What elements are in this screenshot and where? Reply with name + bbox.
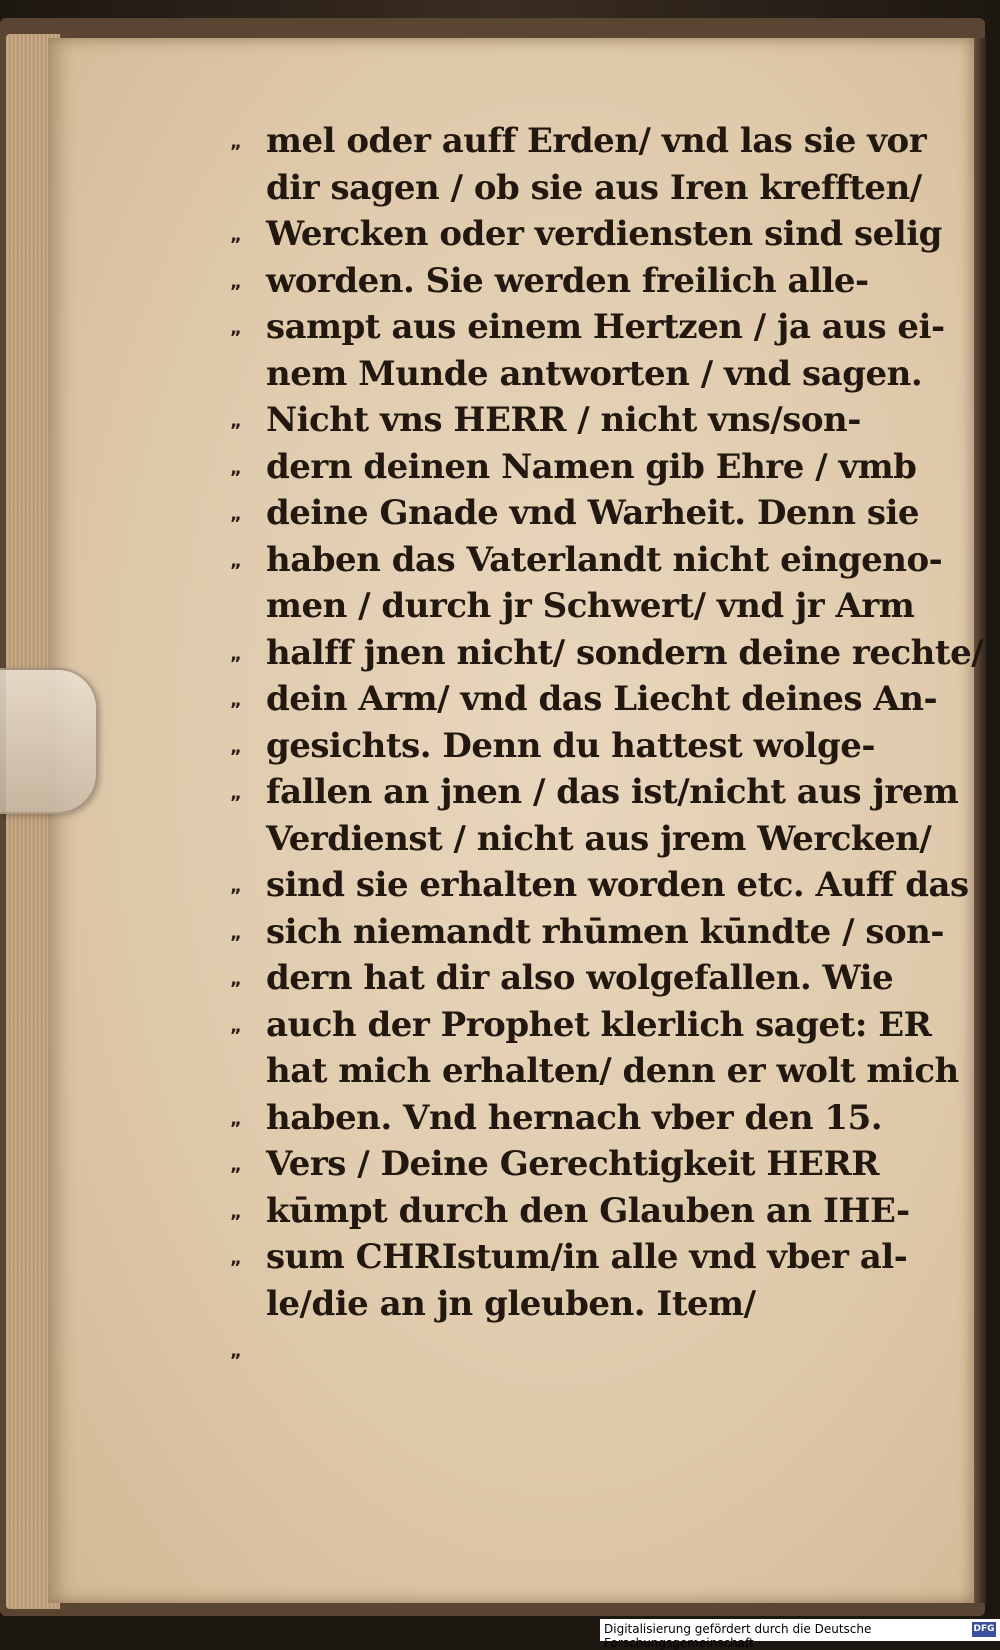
line-text: dern deinen Namen gib Ehre / vmb bbox=[266, 446, 917, 487]
text-line bbox=[230, 1234, 970, 1281]
citation-marker: „ bbox=[230, 876, 241, 897]
line-text: men / durch jr Schwert/ vnd jr Arm bbox=[266, 586, 915, 626]
text-line bbox=[230, 537, 970, 584]
line-text: haben das Vaterlandt nicht eingeno- bbox=[266, 539, 943, 580]
line-text: mel oder auff Erden/ vnd las sie vor bbox=[266, 121, 927, 161]
line-text: dir sagen / ob sie aus Iren krefften/ bbox=[266, 167, 922, 208]
citation-marker: „ bbox=[230, 783, 241, 804]
text-line bbox=[230, 1141, 970, 1188]
line-text: Wercken oder verdiensten sind selig bbox=[266, 214, 942, 254]
line-text: dein Arm/ vnd das Liecht deines An- bbox=[266, 679, 938, 719]
line-text: kūmpt durch den Glauben an IHE- bbox=[266, 1190, 910, 1231]
line-text: halff jnen nicht/ sondern deine rechte/ bbox=[266, 632, 984, 673]
line-text: Verdienst / nicht aus jrem Wercken/ bbox=[266, 818, 932, 859]
citation-marker: „ bbox=[230, 550, 241, 572]
text-line bbox=[230, 955, 970, 1002]
citation-marker: „ bbox=[230, 1248, 241, 1269]
citation-marker: „ bbox=[230, 318, 241, 339]
citation-marker: „ bbox=[230, 504, 241, 525]
line-text: sind sie erhalten worden etc. Auff das bbox=[266, 865, 969, 905]
citation-marker: „ bbox=[230, 969, 241, 990]
citation-marker: „ bbox=[230, 1108, 241, 1130]
line-text: nem Munde antworten / vnd sagen. bbox=[266, 353, 923, 394]
text-line bbox=[230, 1048, 970, 1095]
text-line bbox=[230, 1327, 970, 1374]
text-line bbox=[230, 1002, 970, 1049]
text-line bbox=[230, 769, 970, 816]
citation-marker: „ bbox=[230, 271, 241, 293]
text-line bbox=[230, 1095, 970, 1142]
citation-marker: „ bbox=[230, 1015, 241, 1037]
line-text: worden. Sie werden freilich alle- bbox=[266, 260, 869, 301]
line-text: dern hat dir also wolgefallen. Wie bbox=[266, 958, 894, 998]
text-line bbox=[230, 630, 984, 677]
text-line bbox=[230, 258, 970, 305]
page-clip bbox=[0, 668, 98, 814]
line-text: sich niemandt rhūmen kūndte / son- bbox=[266, 911, 944, 952]
text-line bbox=[230, 723, 970, 770]
text-line bbox=[230, 351, 970, 398]
line-text: Nicht vns HERR / nicht vns/son- bbox=[266, 400, 861, 440]
text-line bbox=[230, 490, 970, 537]
text-line bbox=[230, 816, 970, 863]
text-line bbox=[230, 583, 970, 630]
text-line bbox=[230, 1188, 970, 1235]
citation-marker: „ bbox=[230, 1155, 241, 1176]
citation-marker: „ bbox=[230, 643, 241, 665]
citation-marker: „ bbox=[230, 922, 241, 944]
footer-bar bbox=[600, 1619, 1000, 1650]
page-text bbox=[230, 118, 984, 1374]
text-line bbox=[230, 1281, 970, 1328]
line-text: gesichts. Denn du hattest wolge- bbox=[266, 725, 875, 766]
citation-marker: „ bbox=[230, 132, 241, 153]
line-text: Vers / Deine Gerechtigkeit HERR bbox=[266, 1144, 879, 1184]
text-line bbox=[230, 444, 970, 491]
line-text: sum CHRIstum/in alle vnd vber al- bbox=[266, 1237, 908, 1277]
line-text: le/die an jn gleuben. Item/ bbox=[266, 1283, 756, 1324]
text-line bbox=[230, 118, 970, 165]
line-text: hat mich erhalten/ denn er wolt mich bbox=[266, 1051, 959, 1091]
line-text: haben. Vnd hernach vber den 15. bbox=[266, 1097, 883, 1138]
line-text: sampt aus einem Hertzen / ja aus ei- bbox=[266, 307, 945, 347]
citation-marker: „ bbox=[230, 225, 241, 246]
citation-marker: „ bbox=[230, 1341, 241, 1362]
citation-marker: „ bbox=[230, 411, 241, 432]
dfg-logo: DFG bbox=[972, 1622, 996, 1637]
text-line bbox=[230, 304, 970, 351]
text-line bbox=[230, 211, 970, 258]
citation-marker: „ bbox=[230, 457, 241, 479]
book-spine bbox=[974, 38, 986, 1603]
citation-marker: „ bbox=[230, 690, 241, 711]
citation-marker: „ bbox=[230, 736, 241, 758]
line-text: deine Gnade vnd Warheit. Denn sie bbox=[266, 493, 920, 533]
citation-marker: „ bbox=[230, 1201, 241, 1223]
text-line bbox=[230, 862, 970, 909]
line-text: auch der Prophet klerlich saget: ER bbox=[266, 1004, 932, 1045]
text-line bbox=[230, 165, 970, 212]
text-line bbox=[230, 909, 970, 956]
text-line bbox=[230, 397, 970, 444]
funding-credit: Digitalisierung gefördert durch die Deutsche Forschungsgemeinschaft · bbox=[604, 1622, 872, 1650]
text-line bbox=[230, 676, 970, 723]
line-text: fallen an jnen / das ist/nicht aus jrem bbox=[266, 772, 959, 812]
